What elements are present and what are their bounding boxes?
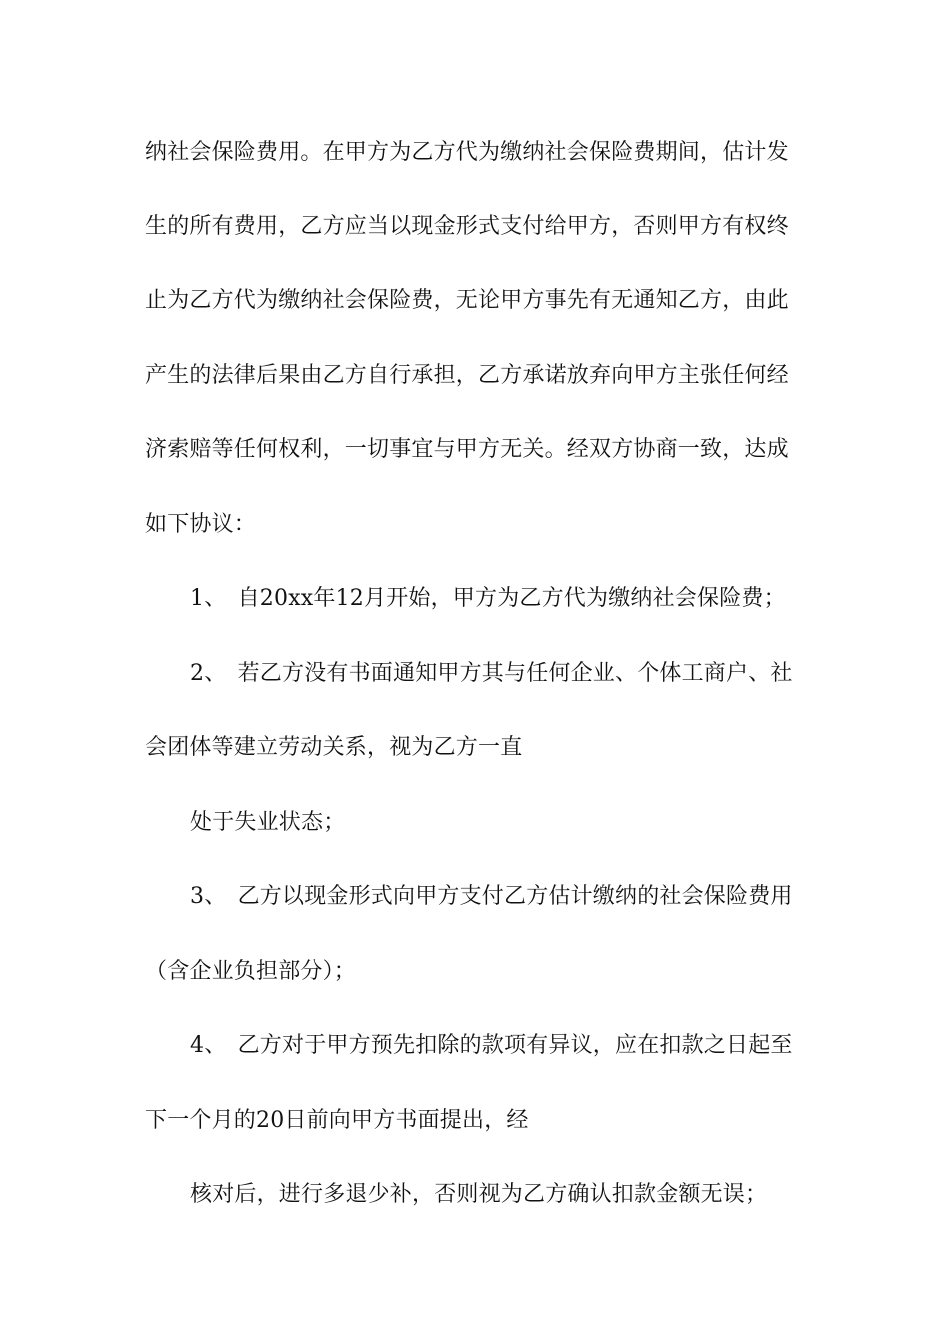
list-item-3: 3、 乙方以现金形式向甲方支付乙方估计缴纳的社会保险费用 <box>190 884 793 909</box>
paragraph-line: 纳社会保险费用。在甲方为乙方代为缴纳社会保险费期间，估计发 <box>145 140 789 165</box>
paragraph-line: 济索赔等任何权利，一切事宜与甲方无关。经双方协商一致，达成 <box>145 437 789 462</box>
list-item-4: 4、 乙方对于甲方预先扣除的款项有异议，应在扣款之日起至 <box>190 1033 793 1058</box>
list-item-2: 2、 若乙方没有书面通知甲方其与任何企业、个体工商户、社 <box>190 661 793 686</box>
list-item-2-continuation: 处于失业状态； <box>190 810 346 835</box>
list-item-4-continuation: 核对后，进行多退少补，否则视为乙方确认扣款金额无误； <box>190 1182 768 1207</box>
paragraph-line: 产生的法律后果由乙方自行承担，乙方承诺放弃向甲方主张任何经 <box>145 363 789 388</box>
paragraph-line: 止为乙方代为缴纳社会保险费，无论甲方事先有无通知乙方，由此 <box>145 288 789 313</box>
list-item-2-continuation: 会团体等建立劳动关系，视为乙方一直 <box>145 735 523 760</box>
list-item-1: 1、 自20xx年12月开始，甲方为乙方代为缴纳社会保险费； <box>190 586 786 611</box>
paragraph-line: 生的所有费用，乙方应当以现金形式支付给甲方，否则甲方有权终 <box>145 214 789 239</box>
paragraph-line: 如下协议： <box>145 512 257 537</box>
list-item-3-continuation: （含企业负担部分）； <box>145 959 357 984</box>
list-item-4-continuation: 下一个月的20日前向甲方书面提出，经 <box>145 1108 529 1133</box>
